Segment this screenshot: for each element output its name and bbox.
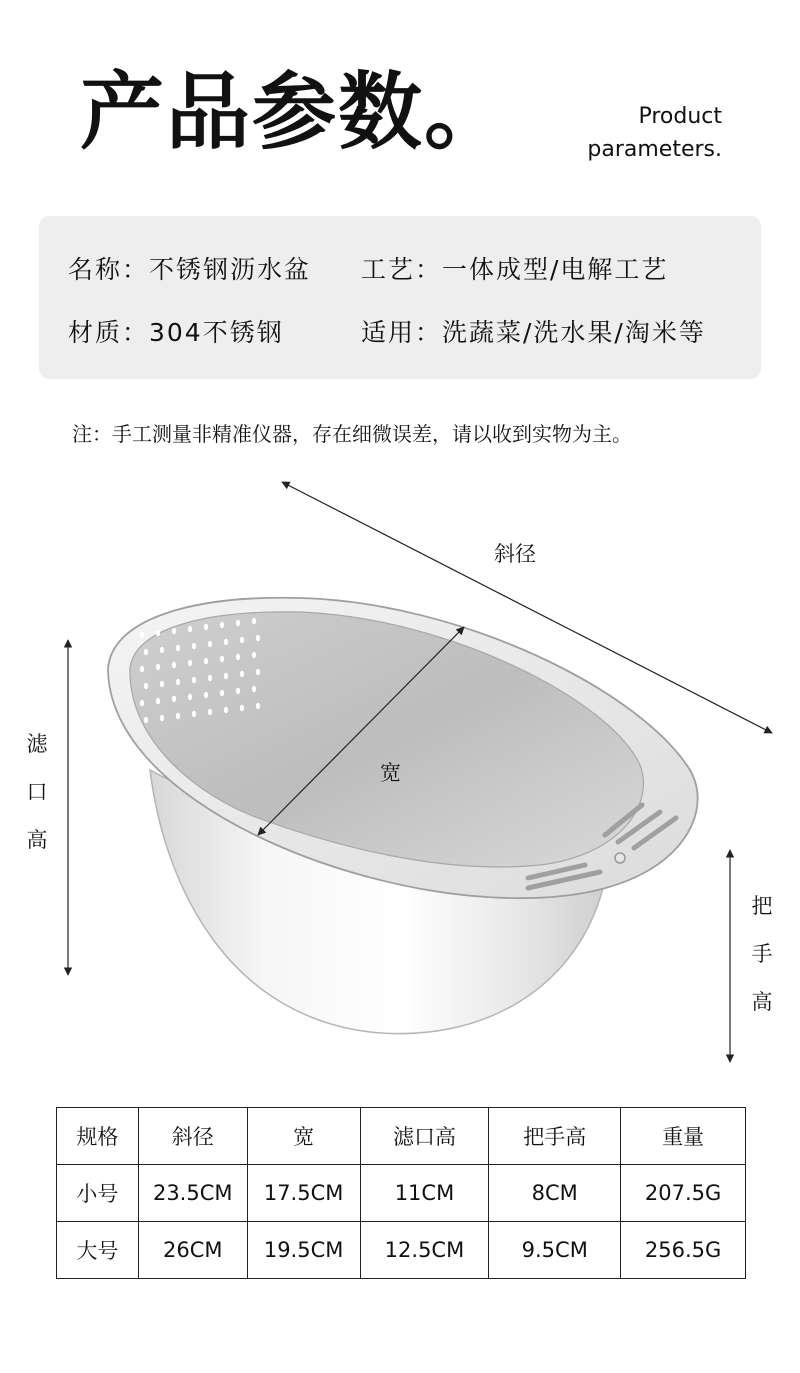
drain-hole: [144, 683, 148, 689]
drain-hole: [140, 666, 144, 672]
filter-height-label: 滤 口 高: [26, 732, 48, 852]
drain-hole: [192, 643, 196, 649]
table-cell: 9.5CM: [489, 1222, 621, 1279]
drain-hole: [220, 690, 224, 696]
header-cell: 重量: [621, 1108, 746, 1165]
measurement-note: 注：手工测量非精准仪器，存在细微误差，请以收到实物为主。: [72, 422, 632, 446]
drain-hole: [156, 664, 160, 670]
drain-hole: [176, 679, 180, 685]
width-label: 宽: [380, 761, 401, 785]
table-cell: 17.5CM: [247, 1165, 360, 1222]
header-cell: 滤口高: [360, 1108, 489, 1165]
drain-hole: [236, 620, 240, 626]
table-cell: 12.5CM: [360, 1222, 489, 1279]
drain-hole: [236, 688, 240, 694]
drain-hole: [204, 658, 208, 664]
drain-hole: [240, 671, 244, 677]
table-cell: 207.5G: [621, 1165, 746, 1222]
info-craft: 工艺：一体成型/电解工艺: [361, 255, 669, 284]
info-panel: [39, 216, 761, 379]
table-cell: 8CM: [489, 1165, 621, 1222]
drain-hole: [208, 709, 212, 715]
drain-hole: [192, 677, 196, 683]
drain-hole: [144, 717, 148, 723]
table-cell: 小号: [57, 1165, 139, 1222]
table-cell: 23.5CM: [138, 1165, 247, 1222]
subtitle-line-2: parameters.: [587, 137, 722, 162]
drain-hole: [172, 628, 176, 634]
header-cell: 把手高: [489, 1108, 621, 1165]
header-cell: 斜径: [138, 1108, 247, 1165]
drain-hole: [160, 681, 164, 687]
drain-hole: [236, 654, 240, 660]
subtitle-line-1: Product: [638, 104, 722, 129]
info-name: 名称：不锈钢沥水盆: [68, 255, 312, 284]
drain-hole: [208, 641, 212, 647]
drain-hole: [252, 686, 256, 692]
drain-hole: [224, 639, 228, 645]
drain-hole: [256, 669, 260, 675]
spec-table: [56, 1107, 746, 1279]
drain-hole: [240, 705, 244, 711]
drain-hole: [176, 713, 180, 719]
page-title: 产品参数。: [80, 63, 511, 161]
drain-hole: [220, 656, 224, 662]
table-row: [57, 1165, 746, 1222]
drain-hole: [224, 673, 228, 679]
table-cell: 256.5G: [621, 1222, 746, 1279]
drain-hole: [220, 622, 224, 628]
drain-hole: [188, 660, 192, 666]
drain-hole: [172, 662, 176, 668]
header-cell: 宽: [247, 1108, 360, 1165]
drain-hole: [256, 703, 260, 709]
drain-hole: [240, 637, 244, 643]
diagonal-label: 斜径: [494, 542, 536, 566]
handle-height-label: 把 手 高: [751, 894, 773, 1014]
english-subtitle: [587, 100, 722, 166]
drain-hole: [140, 700, 144, 706]
handle-hole: [615, 853, 625, 863]
drain-hole: [172, 696, 176, 702]
drain-hole: [144, 649, 148, 655]
product-diagram: [0, 470, 800, 1090]
table-cell: 11CM: [360, 1165, 489, 1222]
table-cell: 26CM: [138, 1222, 247, 1279]
drain-hole: [156, 698, 160, 704]
drain-hole: [204, 624, 208, 630]
drain-hole: [176, 645, 180, 651]
drain-hole: [204, 692, 208, 698]
drain-hole: [192, 711, 196, 717]
drain-hole: [188, 626, 192, 632]
drain-hole: [256, 635, 260, 641]
drain-hole: [188, 694, 192, 700]
header-cell: 规格: [57, 1108, 139, 1165]
drain-hole: [252, 652, 256, 658]
drain-hole: [140, 632, 144, 638]
table-row: [57, 1222, 746, 1279]
table-header-row: [57, 1108, 746, 1165]
info-usage: 适用：洗蔬菜/洗水果/淘米等: [361, 318, 706, 347]
drain-hole: [160, 647, 164, 653]
table-cell: 19.5CM: [247, 1222, 360, 1279]
drain-hole: [160, 715, 164, 721]
table-cell: 大号: [57, 1222, 139, 1279]
drain-hole: [208, 675, 212, 681]
info-material: 材质：304不锈钢: [68, 318, 284, 347]
drain-hole: [224, 707, 228, 713]
drain-hole: [252, 618, 256, 624]
drain-hole: [156, 630, 160, 636]
